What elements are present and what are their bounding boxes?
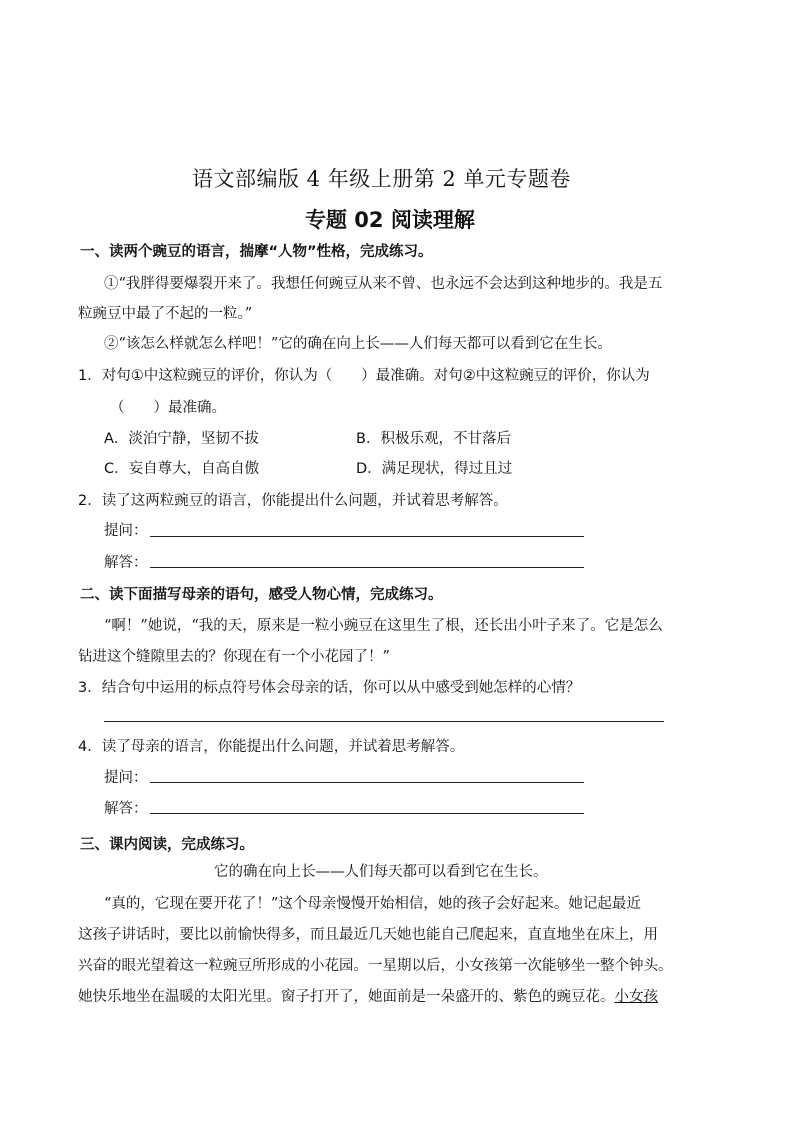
- section2-heading: 二、读下面描写母亲的语句，感受人物心情，完成练习。: [80, 587, 443, 603]
- q3-answer-line[interactable]: [104, 721, 664, 722]
- option-d[interactable]: D．满足现状，得过且过: [356, 461, 513, 477]
- answer-line[interactable]: [150, 567, 584, 568]
- section3-center-line: 它的确在向上长——人们每天都可以看到它在生长。: [214, 864, 548, 880]
- section3-paragraph-line: 兴奋的眼光望着这一粒豌豆所形成的小花园。一星期以后，小女孩第一次能够坐一整个钟头。: [78, 958, 673, 974]
- ask-answer-line[interactable]: [150, 536, 584, 537]
- option-c[interactable]: C．妄自尊大，自高自傲: [104, 461, 260, 477]
- answer-label: 解答：: [104, 801, 148, 817]
- section3-paragraph-line: “真的，它现在要开花了！”这个母亲慢慢开始相信，她的孩子会好起来。她记起最近: [104, 896, 641, 912]
- ask-answer-line[interactable]: [150, 782, 584, 783]
- ask-label: 提问：: [104, 523, 148, 539]
- section1-passage-line: 粒豌豆中最了不起的一粒。”: [78, 306, 253, 322]
- option-a[interactable]: A．淡泊宁静，坚韧不拔: [104, 431, 259, 447]
- section2-passage-line: 钻进这个缝隙里去的？你现在有一个小花园了！”: [78, 649, 390, 665]
- section2-passage-line: “啊！”她说，“我的天，原来是一粒小豌豆在这里生了根，还长出小叶子来了。它是怎么: [104, 618, 663, 634]
- section3-paragraph-line: 这孩子讲话时，要比以前愉快得多，而且最近几天她也能自己爬起来，直直地坐在床上，用: [78, 927, 658, 943]
- answer-line[interactable]: [150, 813, 584, 814]
- question-4: 4．读了母亲的语言，你能提出什么问题，并试着思考解答。: [78, 739, 465, 755]
- answer-label: 解答：: [104, 555, 148, 571]
- section1-passage-line: ①“我胖得要爆裂开来了。我想任何豌豆从来不曾、也永远不会达到这种地步的。我是五: [104, 276, 663, 292]
- ask-label: 提问：: [104, 770, 148, 786]
- page-title: 语文部编版 4 年级上册第 2 单元专题卷: [192, 167, 571, 191]
- option-b[interactable]: B．积极乐观，不甘落后: [356, 431, 511, 447]
- underlined-text: 小女孩: [614, 989, 658, 1005]
- page-subtitle: 专题 02 阅读理解: [305, 208, 475, 232]
- section3-paragraph-line: [78, 985, 658, 1006]
- section1-passage-line: ②“该怎么样就怎么样吧！”它的确在向上长——人们每天都可以看到它在生长。: [104, 336, 612, 352]
- section3-heading: 三、课内阅读，完成练习。: [80, 837, 254, 853]
- question-2: 2．读了这两粒豌豆的语言，你能提出什么问题，并试着思考解答。: [78, 493, 508, 509]
- question-1-cont: （ ）最准确。: [110, 400, 226, 416]
- section1-heading: 一、读两个豌豆的语言，揣摩“人物”性格，完成练习。: [80, 244, 433, 260]
- question-3: 3．结合句中运用的标点符号体会母亲的话，你可以从中感受到她怎样的心情？: [78, 680, 581, 696]
- question-1: 1．对句①中这粒豌豆的评价，你认为（ ）最准确。对句②中这粒豌豆的评价，你认为: [78, 368, 650, 384]
- paragraph-text: 她快乐地坐在温暖的太阳光里。窗子打开了，她面前是一朵盛开的、紫色的豌豆花。: [78, 989, 615, 1005]
